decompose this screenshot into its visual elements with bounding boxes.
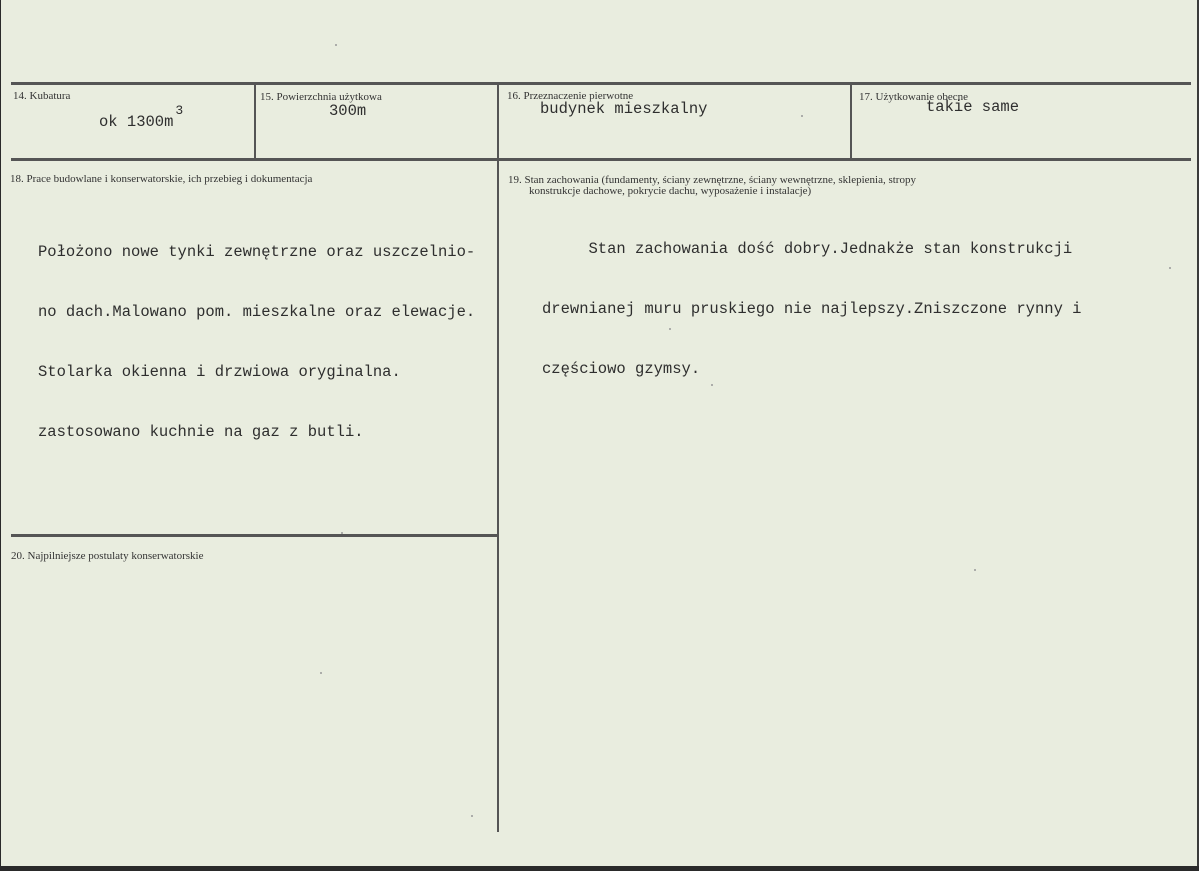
paper-speck <box>801 115 803 117</box>
paper-speck <box>1169 267 1171 269</box>
paper-speck <box>471 815 473 817</box>
field-19-line: Stan zachowania dość dobry.Jednakże stan konstrukcji <box>542 240 1073 258</box>
top-rule <box>11 82 1191 85</box>
paper-speck <box>320 672 322 674</box>
section-20-rule <box>11 534 497 537</box>
field-16-value: budynek mieszkalny <box>540 100 708 118</box>
field-18-line: Stolarka okienna i drzwiowa oryginalna. <box>38 363 401 381</box>
paper-speck <box>711 384 713 386</box>
field-18-line: no dach.Malowano pom. mieszkalne oraz elewacje. <box>38 303 476 321</box>
field-15-value: 300m <box>329 102 367 120</box>
field-14-value <box>99 101 183 132</box>
field-18-text <box>38 202 475 482</box>
kubatura-value: ok 1300m <box>99 113 174 131</box>
field-14-label: 14. Kubatura <box>13 90 71 102</box>
paper-speck <box>335 44 337 46</box>
divider-16-17 <box>850 84 852 160</box>
row-rule <box>11 158 1191 161</box>
field-19-label-line2: konstrukcje dachowe, pokrycie dachu, wyposażenie i instalacje) <box>529 185 812 197</box>
field-18-line: zastosowano kuchnie na gaz z butli. <box>38 423 364 441</box>
field-19-line: częściowo gzymsy. <box>542 360 701 378</box>
divider-14-15 <box>254 84 256 160</box>
field-20-label: 20. Najpilniejsze postulaty konserwatorskie <box>11 550 204 562</box>
kubatura-unit-exponent: 3 <box>175 103 184 118</box>
field-15-label: 15. Powierzchnia użytkowa <box>260 91 382 103</box>
field-18-line: Położono nowe tynki zewnętrzne oraz uszczelnio- <box>38 243 476 261</box>
paper-speck <box>341 532 343 534</box>
inventory-card <box>1 0 1199 866</box>
field-19-text <box>542 199 1082 419</box>
paper-speck <box>974 569 976 571</box>
field-17-label: 17. Użytkowanie obecne <box>859 91 969 103</box>
field-17-value: takie same <box>926 98 1020 116</box>
field-18-label: 18. Prace budowlane i konserwatorskie, ich przebieg i dokumentacja <box>10 173 313 185</box>
paper-speck <box>669 328 671 330</box>
divider-main <box>497 84 499 832</box>
field-19-line: drewnianej muru pruskiego nie najlepszy.Zniszczone rynny i <box>542 300 1082 318</box>
field-19-label-line1: 19. Stan zachowania (fundamenty, ściany zewnętrzne, ściany wewnętrzne, sklepienia, stropy <box>508 174 916 186</box>
field-16-label: 16. Przeznaczenie pierwotne <box>507 90 634 102</box>
